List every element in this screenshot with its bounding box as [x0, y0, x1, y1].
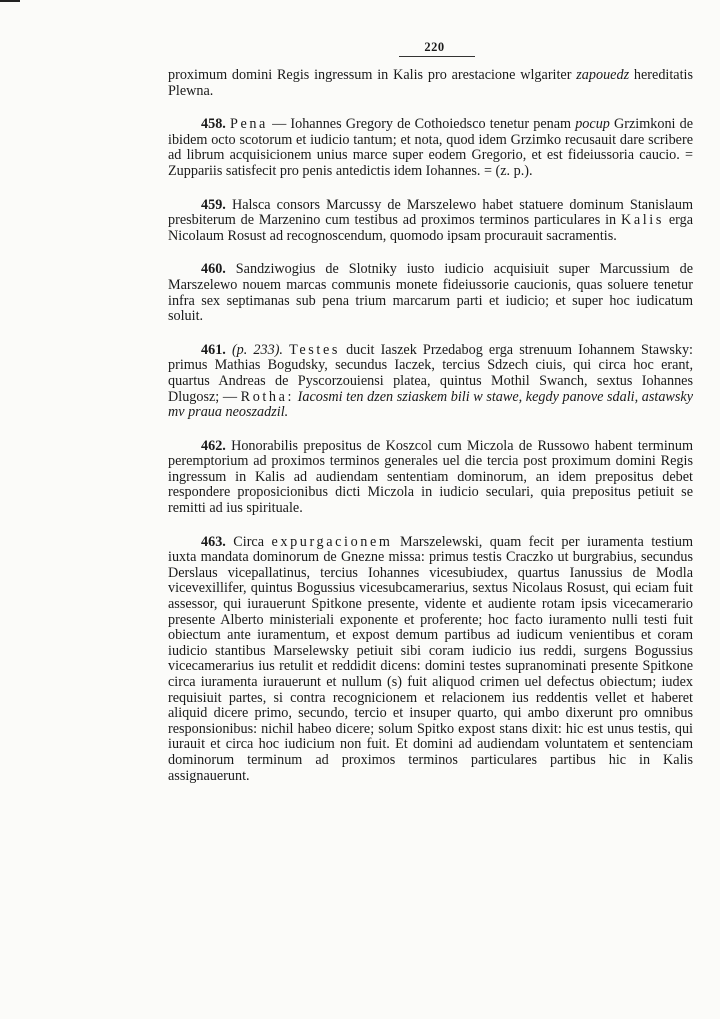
entry-text: Honorabilis prepositus de Koszcol cum Miczola de Russowo habent terminum peremptorium ad proximos terminos generales uel die tercia post proximum domini Regis ingressum in Kalis ad audiendam sententiam dominorum, an idem prepositus debet respondere proposicionibus dicti Miczola in iudicio seculari, quia prepositus petiuit se remitti ad ius spirituale. [168, 437, 693, 517]
entry-text: ducit Iaszek Przedabog erga strenuum Iohannem Stawsky: primus Mathias Bogudsky, secundus Iaczek, tercius Sdzech ciuis, qui circa hoc erant, quartus Andreas de Pyscorzouiensi platea, quintus Mothil Swanch, sextus Iohannes Dlugosz; — [168, 341, 693, 405]
entry-text: proximum domini Regis ingressum in Kalis pro arestacione wlgariter [168, 67, 577, 83]
entry-continuation [168, 68, 693, 99]
entry-text: — Iohannes Gregory de Cothoiedsco tenetur penam [267, 116, 576, 133]
entry-italic: zapouedz [576, 67, 630, 83]
entry-number: 459. [201, 196, 226, 213]
entry-number: 458. [201, 116, 226, 133]
entry-italic: pocup [575, 116, 610, 133]
entry-460 [168, 262, 693, 324]
entry-number: 462. [201, 437, 226, 454]
entry-number: 461. [201, 341, 226, 358]
entry-text: Halsca consors Marcussy de Marszelewo habet statuere dominum Stanislaum presbiterum de Marzenino cum testibus ad proximos terminos particulares in [168, 196, 693, 229]
entry-text-tail: erga Nicolaum Rosust ad recognoscendum, quomodo ipsam procurauit sacramentis. [168, 212, 694, 244]
page-number-rule [399, 56, 475, 57]
scan-edge-mark [0, 0, 20, 2]
entry-459 [168, 198, 693, 245]
entry-461 [168, 343, 693, 421]
entry-text-tail: hereditatis Plewna. [168, 67, 694, 99]
entry-462 [168, 439, 693, 517]
entry-spaced-word: Pena [229, 116, 268, 133]
entry-spaced-word: Testes [289, 341, 340, 358]
entry-spaced-word: Rotha: [240, 388, 295, 405]
entry-spaced-word: Kalis [621, 212, 664, 229]
document-page [168, 40, 693, 784]
entry-text: Sandziwogius de Slotniky iusto iudicio acquisiuit super Marcussium de Marszelewo nouem marcas communis monete fideiussorie caucionis, quas soluere tenetur infra sex septimanas sub pena trium marcarum parti et iudicio; et super hoc iudicatum soluit. [168, 261, 693, 325]
entry-page-reference: (p. 233). [225, 341, 283, 358]
entry-number: 460. [201, 261, 226, 278]
entry-spaced-word: expurgacionem [271, 533, 393, 550]
entry-text: Circa [225, 533, 272, 550]
entry-463 [168, 535, 693, 785]
page-number: 220 [424, 40, 445, 54]
entry-text-tail: Marszelewski, quam fecit per iuramenta testium iuxta mandata dominorum de Gnezne missa: primus testis Craczko ut burgrabius, secundus Derslaus vicepallatinus, tercius Iohannes vicesubiudex, quartus Ianussius de Modla vicevexillifer, quintus Bogussius vicesubcamerarius, sextus Nicolaus Rosust, qui eciam fuit assessor, qui iurauerunt Spitkone presente, vidente et audiente rotam ipsis vicecamerario presente Alberto ministeriali exponente et proferente; hoc facto iuramento nulli testi fuit obiectum ante iuramentum, et expost demum partibus ad iudicum venientibus et coram iudicio stantibus Marselewsky petiuit sibi coram iudicio ius reddi, surgens Bogussius vicecamerarius ius retulit et reddidit dicens: domini testes supranominati presente Spitkone circa iuramenta iurauerunt et nullum (s) fuit aliquod crimen uel defectus obiectum; iudex requisiuit partes, si contra recognicionem et relacionem ius reddentis vellet et haberet aliquid dicere primo, secundo, tercio et insuper quarto, qui ambo dixerunt pro omnibus responsionibus: nichil habeo dicere; solum Spitko expost stans dixit: hic est unus testis, qui iurauit et circa hoc iudicium non fuit. Et domini ad audiendam voluntatem et sentenciam dominorum terminum ad proximos terminos particulares partibus hic in Kalis assignauerunt. [168, 533, 693, 784]
entry-number: 463. [201, 533, 226, 550]
entry-italic: Iacosmi ten dzen sziaskem bili w stawe, kegdy panove sdali, astawsky mv praua neoszadzil. [168, 388, 694, 421]
entry-text-tail: Grzimkoni de ibidem octo scotorum et iudicio tantum; et nota, quod idem Grzimko recusauit dare scribere ad librum acquisicionem unius marce super eodem Gregorio, et est fideiussoria caucio. = Zuppariis satisfecit pro penis antedictis idem Iohannes. = (z. p.). [168, 116, 694, 179]
entry-458 [168, 117, 693, 179]
